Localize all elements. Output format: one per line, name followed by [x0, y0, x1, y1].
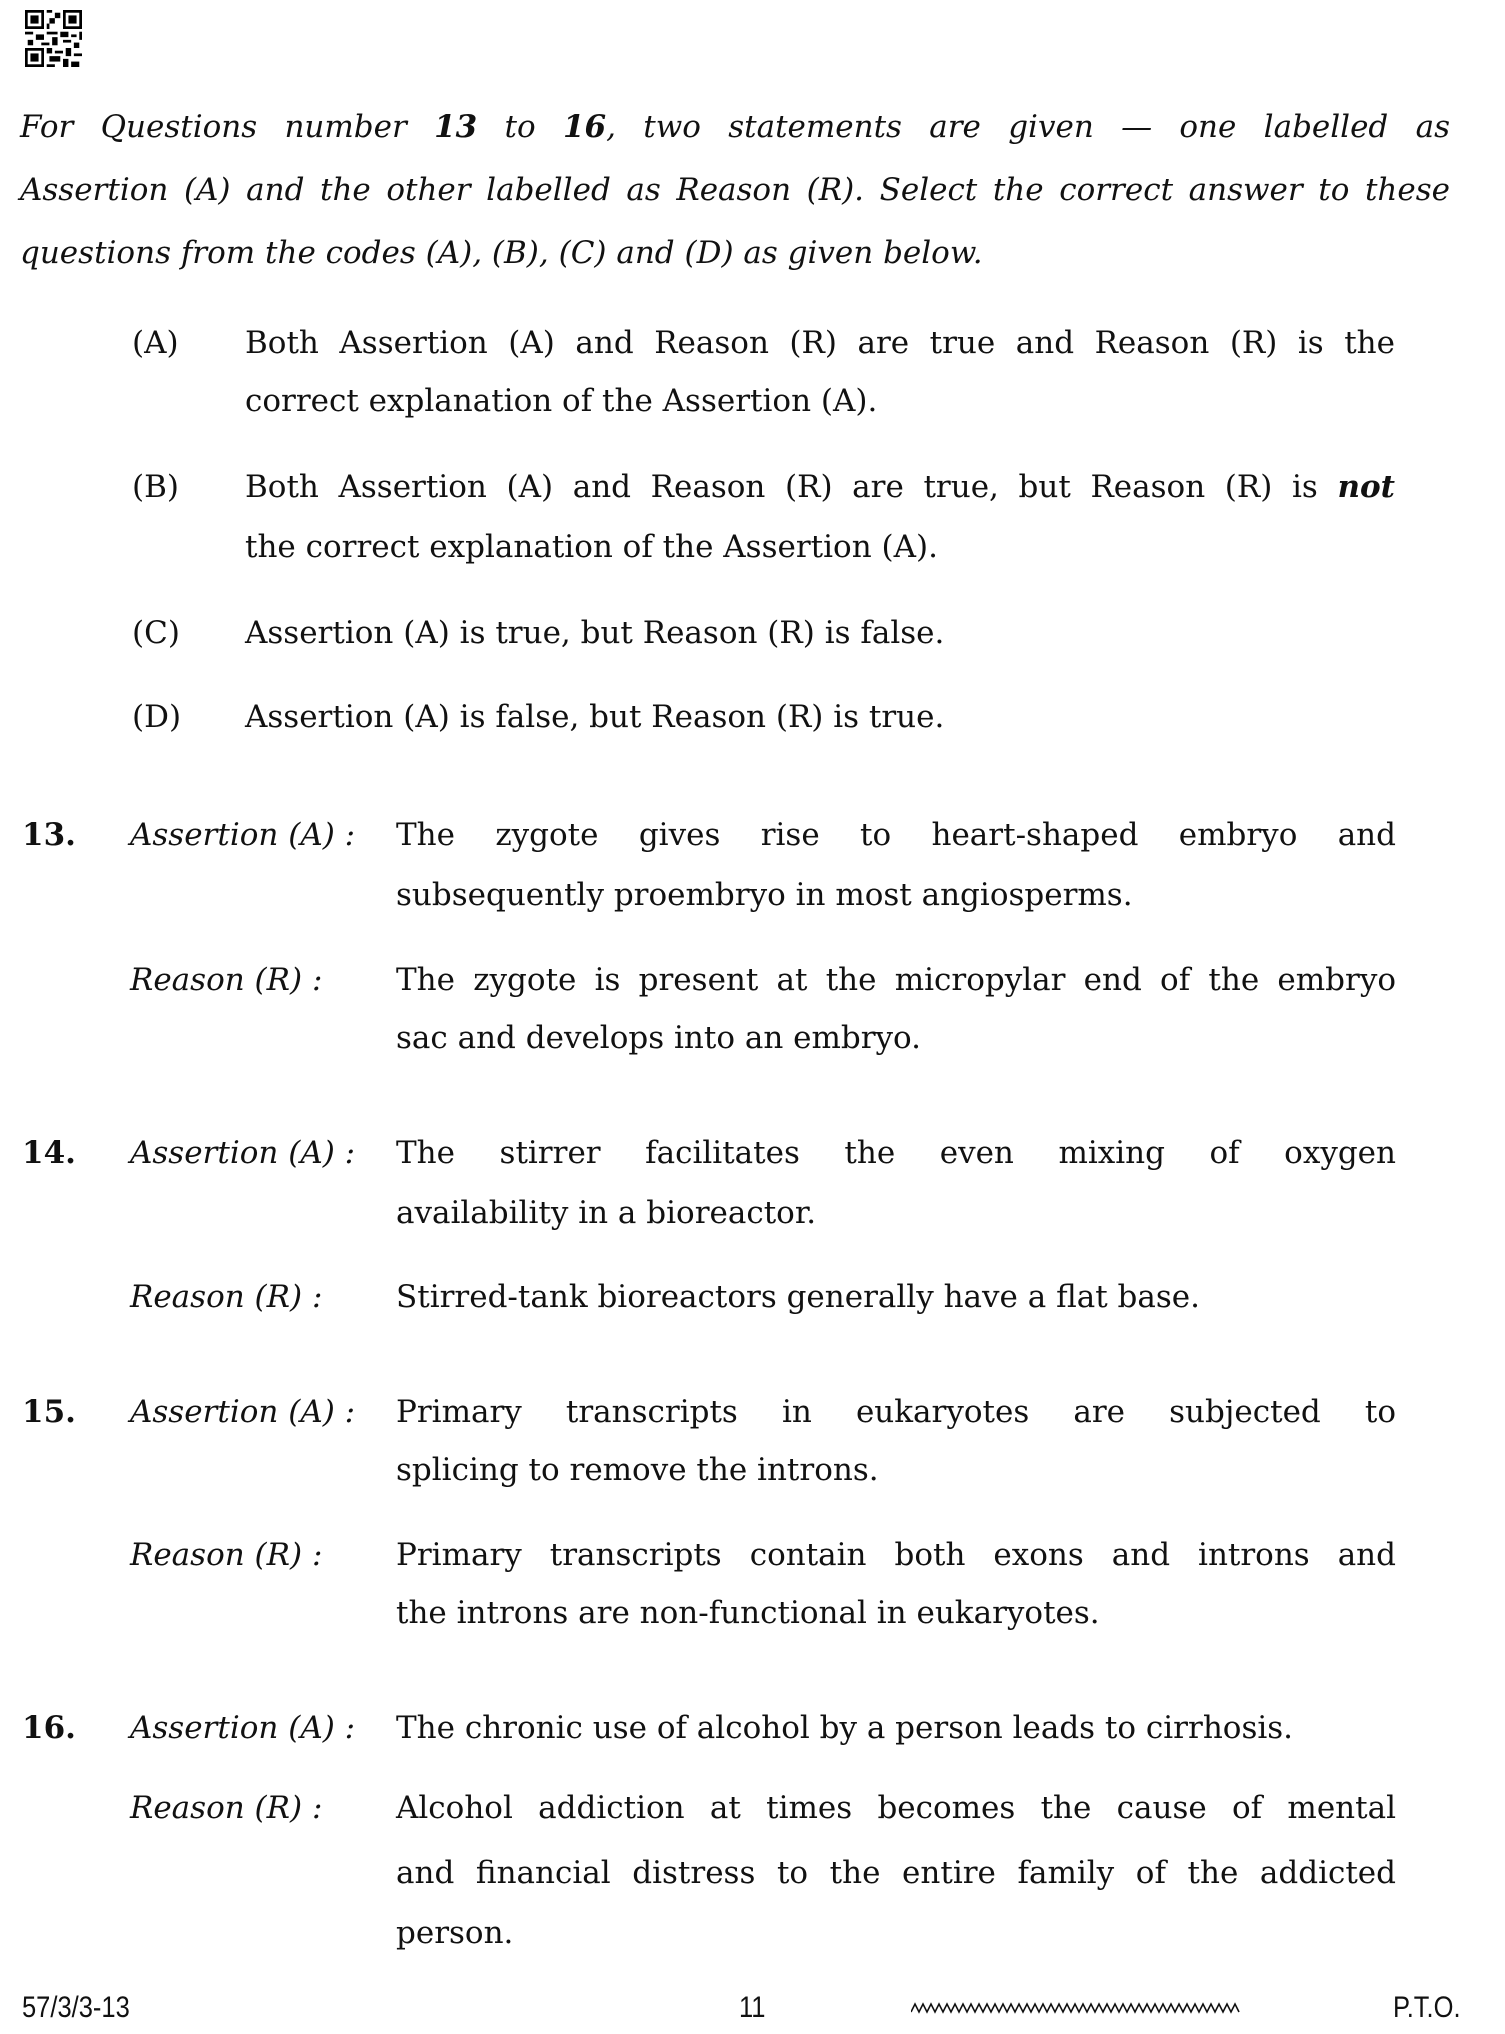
assertion-text-cont: subsequently proembryo in most angiosperms.	[396, 877, 1133, 913]
reason-text: Alcohol addiction at times becomes the cause of mental	[396, 1790, 1396, 1826]
reason-text: The zygote is present at the micropylar end of the embryo	[396, 962, 1396, 998]
reason-label: Reason (R) :	[130, 962, 323, 998]
reason-label: Reason (R) :	[130, 1279, 323, 1315]
reason-text-cont: and financial distress to the entire family of the addicted	[396, 1855, 1396, 1891]
reason-text-cont: sac and develops into an embryo.	[396, 1020, 922, 1056]
assertion-text: Primary transcripts in eukaryotes are subjected to	[396, 1394, 1396, 1430]
assertion-text: The zygote gives rise to heart-shaped embryo and	[396, 817, 1396, 853]
paper-code: 57/3/3-13	[22, 1991, 130, 2024]
assertion-label: Assertion (A) :	[130, 1135, 356, 1171]
option-b-text: Both Assertion (A) and Reason (R) are true, but Reason (R) is not	[245, 469, 1395, 505]
question-number: 15.	[22, 1394, 76, 1430]
option-b-label: (B)	[132, 469, 179, 505]
option-a-text-cont: correct explanation of the Assertion (A).	[245, 383, 878, 419]
reason-label: Reason (R) :	[130, 1790, 323, 1826]
instructions-line-2: Assertion (A) and the other labelled as Reason (R). Select the correct answer to these	[20, 172, 1450, 208]
question-number: 14.	[22, 1135, 76, 1171]
emphasis-not: not	[1337, 469, 1395, 505]
instructions-line-3: questions from the codes (A), (B), (C) and (D) as given below.	[20, 235, 983, 271]
option-c-label: (C)	[132, 615, 180, 651]
please-turn-over: P.T.O.	[1393, 1991, 1461, 2024]
assertion-label: Assertion (A) :	[130, 1710, 356, 1746]
reason-label: Reason (R) :	[130, 1537, 323, 1573]
page-number: 11	[739, 1991, 766, 2024]
instructions-line-1: For Questions number 13 to 16, two statements are given — one labelled as	[20, 109, 1450, 145]
option-a-label: (A)	[132, 325, 179, 361]
question-number: 16.	[22, 1710, 76, 1746]
reason-text-cont: the introns are non-functional in eukaryotes.	[396, 1595, 1100, 1631]
assertion-label: Assertion (A) :	[130, 817, 356, 853]
reason-text: Primary transcripts contain both exons and introns and	[396, 1537, 1396, 1573]
option-b-text-cont: the correct explanation of the Assertion (A).	[245, 529, 938, 565]
assertion-text: The chronic use of alcohol by a person leads to cirrhosis.	[396, 1710, 1294, 1746]
assertion-text-cont: splicing to remove the introns.	[396, 1452, 879, 1488]
assertion-label: Assertion (A) :	[130, 1394, 356, 1430]
option-d-label: (D)	[132, 699, 182, 735]
qr-code-icon	[25, 10, 82, 67]
reason-text: Stirred-tank bioreactors generally have a flat base.	[396, 1279, 1200, 1315]
option-d-text: Assertion (A) is false, but Reason (R) is true.	[245, 699, 945, 735]
assertion-text-cont: availability in a bioreactor.	[396, 1195, 817, 1231]
option-a-text: Both Assertion (A) and Reason (R) are true and Reason (R) is the	[245, 325, 1395, 361]
wavy-line-decoration-icon	[911, 2000, 1241, 2016]
question-number: 13.	[22, 817, 76, 853]
reason-text-cont-2: person.	[396, 1915, 514, 1951]
option-c-text: Assertion (A) is true, but Reason (R) is false.	[245, 615, 945, 651]
assertion-text: The stirrer facilitates the even mixing of oxygen	[396, 1135, 1396, 1171]
